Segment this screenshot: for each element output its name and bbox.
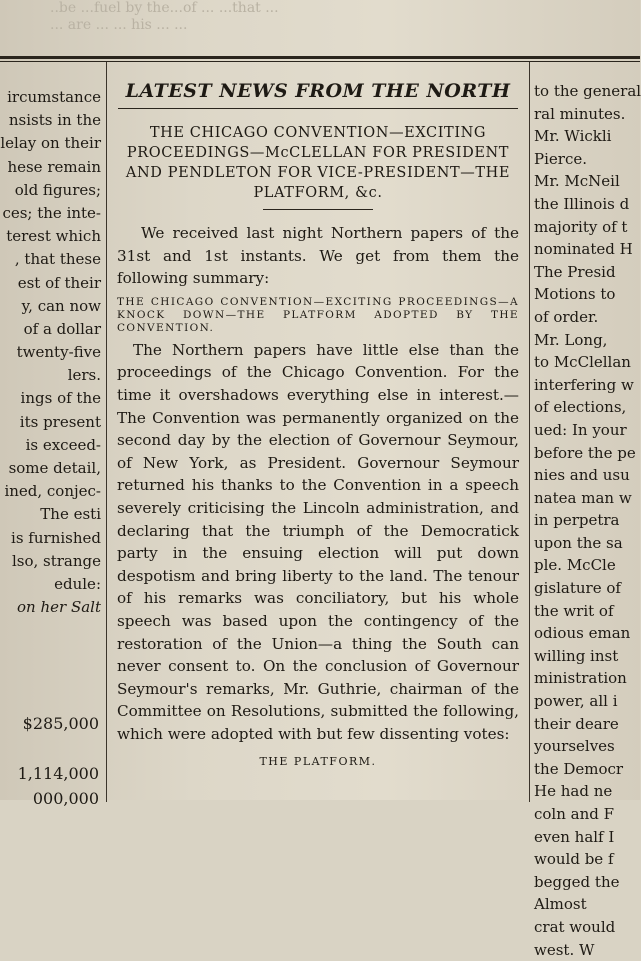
text-line: nsists in the [8, 111, 101, 130]
text-line: The Presid [534, 262, 616, 281]
column-rule-left [106, 62, 107, 802]
text-line: yourselves [534, 737, 615, 756]
text-line: the Democr [534, 759, 624, 778]
subhead-rule [263, 209, 373, 210]
section-heading: THE CHICAGO CONVENTION—EXCITING PROCEEDINGS—A KNOCK DOWN—THE PLATFORM ADOPTED BY THE CONVENTION. [117, 295, 519, 334]
text-line: Almost [534, 895, 587, 914]
text-line: the writ of [534, 601, 614, 620]
text-line: , that these [14, 250, 101, 269]
text-line: natea man w [534, 488, 632, 507]
right-column [534, 80, 641, 959]
faded-line: ... are ... ... his ... ... [50, 17, 188, 33]
amount: $285,000 [22, 714, 99, 733]
faded-top-text [50, 0, 610, 52]
text-line: willing inst [534, 646, 619, 665]
article-subhead: THE CHICAGO CONVENTION—EXCITING PROCEEDINGS—McCLELLAN FOR PRESIDENT AND PENDLETON FOR VICE-PRESIDENT—THE PLATFORM, &c. [125, 125, 511, 201]
text-line: lelay on their [0, 134, 101, 153]
top-rule [0, 56, 640, 59]
platform-heading: THE PLATFORM. [259, 755, 377, 769]
text-line: nies and usu [534, 466, 630, 485]
text-line: ined, conjec- [4, 482, 101, 501]
text-line: ircumstance [7, 88, 101, 106]
text-line: edule: [54, 574, 101, 593]
text-line: crat would [534, 917, 616, 936]
text-line: ral minutes. [534, 104, 626, 123]
amount: 000,000 [32, 789, 99, 808]
text-line: Mr. Wickli [534, 127, 612, 146]
text-line: of order. [534, 307, 599, 326]
text-line: coln and F [534, 805, 615, 823]
text-line: lso, strange [11, 551, 101, 570]
text-line: upon the sa [534, 533, 623, 552]
text-line: is exceed- [25, 435, 101, 454]
faded-line: ..be ...fuel by the...of ... ...that ... [50, 0, 279, 16]
text-line: Mr. Long, [534, 330, 608, 349]
text-line: begged the [534, 872, 620, 891]
text-line: would be f [534, 850, 614, 869]
text-line: hese remain [7, 157, 101, 176]
amount: 1,114,000 [17, 764, 99, 783]
text-line: is furnished [11, 528, 101, 547]
text-line: power, all i [534, 692, 618, 711]
text-line: He had ne [534, 782, 613, 801]
text-line: odious eman [534, 624, 631, 643]
text-line: of elections, [534, 398, 627, 417]
body-paragraph: The Northern papers have little else than the proceedings of the Chicago Convention. For the time it overshadows everything else in interest.—The Convention was permanently organized on the second day by the election of Governour Seymour, of New York, as President. Governour Seymour returned his thanks to the Convention in a speech severely criticising the Lincoln administration, and declaring that the triumph of the Democratick party in the ensuing election will put down despotism and bring liberty to the land. The tenour of his remarks was conciliatory, but his whole speech was based upon the contingency of the restoration of the Union—a thing the South can never consent to. On the conclusion of Governour Seymour's remarks, Mr. Guthrie, chairman of the Committee on Resolutions, submitted the following, which were adopted with but few dissenting votes: [117, 340, 519, 743]
text-line: interfering w [534, 375, 634, 394]
text-line: some detail, [8, 459, 101, 477]
text-line: Mr. McNeil [534, 172, 620, 191]
text-line: ple. McCle [534, 556, 616, 575]
text-line: west. W [534, 940, 595, 959]
text-line: lers. [67, 366, 101, 385]
text-line: twenty-five [16, 343, 101, 362]
left-column [0, 62, 103, 808]
text-line: in perpetra [534, 511, 620, 530]
column-rule-right [529, 62, 530, 802]
text-line: majority of t [534, 217, 628, 236]
text-line: Pierce. [534, 149, 587, 168]
text-line: to McClellan [534, 353, 631, 372]
text-line: nominated H [534, 240, 633, 259]
text-line: ings of the [20, 389, 101, 408]
text-line: gislature of [534, 579, 621, 598]
text-line: terest which [6, 227, 101, 246]
text-line: of a dollar [23, 319, 101, 338]
main-article [111, 62, 525, 802]
text-line: ces; the inte- [2, 203, 101, 222]
text-line: the Illinois d [534, 194, 630, 213]
text-line: The esti [40, 505, 101, 524]
text-line: ministration [534, 669, 627, 688]
text-line: its present [19, 412, 101, 431]
text-line: Motions to [534, 285, 616, 304]
text-line: their deare [534, 714, 619, 733]
text-line: on her Salt [17, 598, 101, 617]
headline-rule [118, 108, 518, 109]
text-line: y, can now [21, 296, 101, 315]
text-line: ued: In your [534, 420, 627, 439]
text-line: est of their [17, 273, 101, 292]
text-line: to the general [534, 82, 641, 100]
text-line: before the pe [534, 443, 636, 462]
intro-paragraph: We received last night Northern papers of the 31st and 1st instants. We get from them the following summary: [117, 224, 519, 288]
text-line: even half I [534, 827, 615, 846]
text-line: old figures; [14, 180, 101, 199]
article-headline: LATEST NEWS FROM THE NORTH [125, 80, 511, 102]
